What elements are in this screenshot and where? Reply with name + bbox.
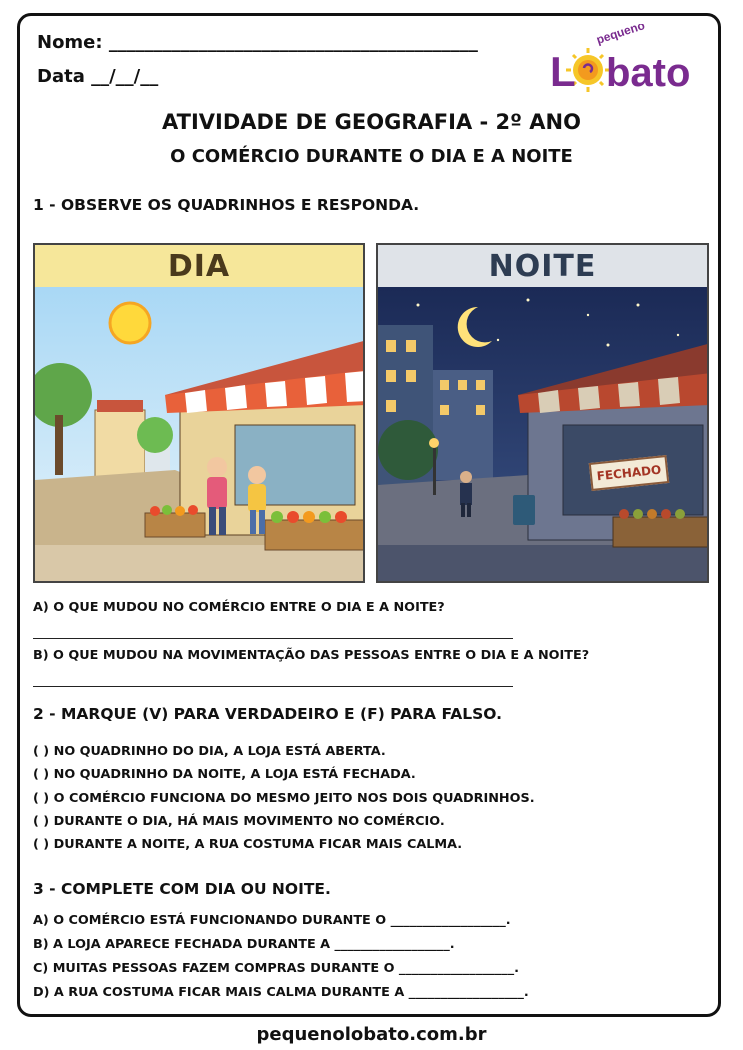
question-1b: B) O QUE MUDOU NA MOVIMENTAÇÃO DAS PESSOAS ENTRE O DIA E A NOITE?: [33, 648, 590, 663]
night-panel-title: NOITE: [378, 245, 707, 287]
answer-line-1a: [33, 638, 513, 639]
night-panel: [376, 243, 709, 583]
tf-item: ( ) DURANTE O DIA, HÁ MAIS MOVIMENTO NO COMÉRCIO.: [33, 814, 445, 829]
question-1a: A) O QUE MUDOU NO COMÉRCIO ENTRE O DIA E A NOITE?: [33, 600, 445, 615]
complete-item: B) A LOJA APARECE FECHADA DURANTE A __________________.: [33, 937, 455, 952]
logo-big-L: L: [550, 48, 576, 95]
tf-item: ( ) DURANTE A NOITE, A RUA COSTUMA FICAR MAIS CALMA.: [33, 837, 463, 852]
date-field-label: Data __/__/__: [37, 66, 159, 87]
tf-item: ( ) NO QUADRINHO DA NOITE, A LOJA ESTÁ FECHADA.: [33, 767, 416, 782]
tf-item: ( ) O COMÉRCIO FUNCIONA DO MESMO JEITO NOS DOIS QUADRINHOS.: [33, 791, 535, 806]
complete-item: C) MUITAS PESSOAS FAZEM COMPRAS DURANTE O __________________.: [33, 961, 519, 976]
tf-item: ( ) NO QUADRINHO DO DIA, A LOJA ESTÁ ABERTA.: [33, 744, 386, 759]
day-scene-illustration: [35, 245, 365, 583]
logo-big-rest: bato: [606, 51, 691, 95]
section2-heading: 2 - MARQUE (V) PARA VERDADEIRO E (F) PARA FALSO.: [33, 705, 503, 723]
page-subtitle: O COMÉRCIO DURANTE O DIA E A NOITE: [170, 146, 573, 167]
night-scene-illustration: [378, 245, 709, 583]
page-title: ATIVIDADE DE GEOGRAFIA - 2º ANO: [162, 110, 581, 134]
complete-item: D) A RUA COSTUMA FICAR MAIS CALMA DURANTE A __________________.: [33, 985, 529, 1000]
pequeno-lobato-logo: [548, 24, 720, 98]
day-panel: [33, 243, 365, 583]
section1-heading: 1 - OBSERVE OS QUADRINHOS E RESPONDA.: [33, 196, 420, 214]
closed-sign: FECHADO: [589, 455, 669, 491]
name-field-label: Nome: _________________________________________: [37, 32, 478, 53]
logo-small-text: pequeno: [594, 24, 647, 47]
footer-website: pequenolobato.com.br: [256, 1024, 487, 1045]
complete-item: A) O COMÉRCIO ESTÁ FUNCIONANDO DURANTE O __________________.: [33, 913, 511, 928]
day-panel-title: DIA: [35, 245, 363, 287]
section3-heading: 3 - COMPLETE COM DIA OU NOITE.: [33, 880, 331, 898]
answer-line-1b: [33, 686, 513, 687]
